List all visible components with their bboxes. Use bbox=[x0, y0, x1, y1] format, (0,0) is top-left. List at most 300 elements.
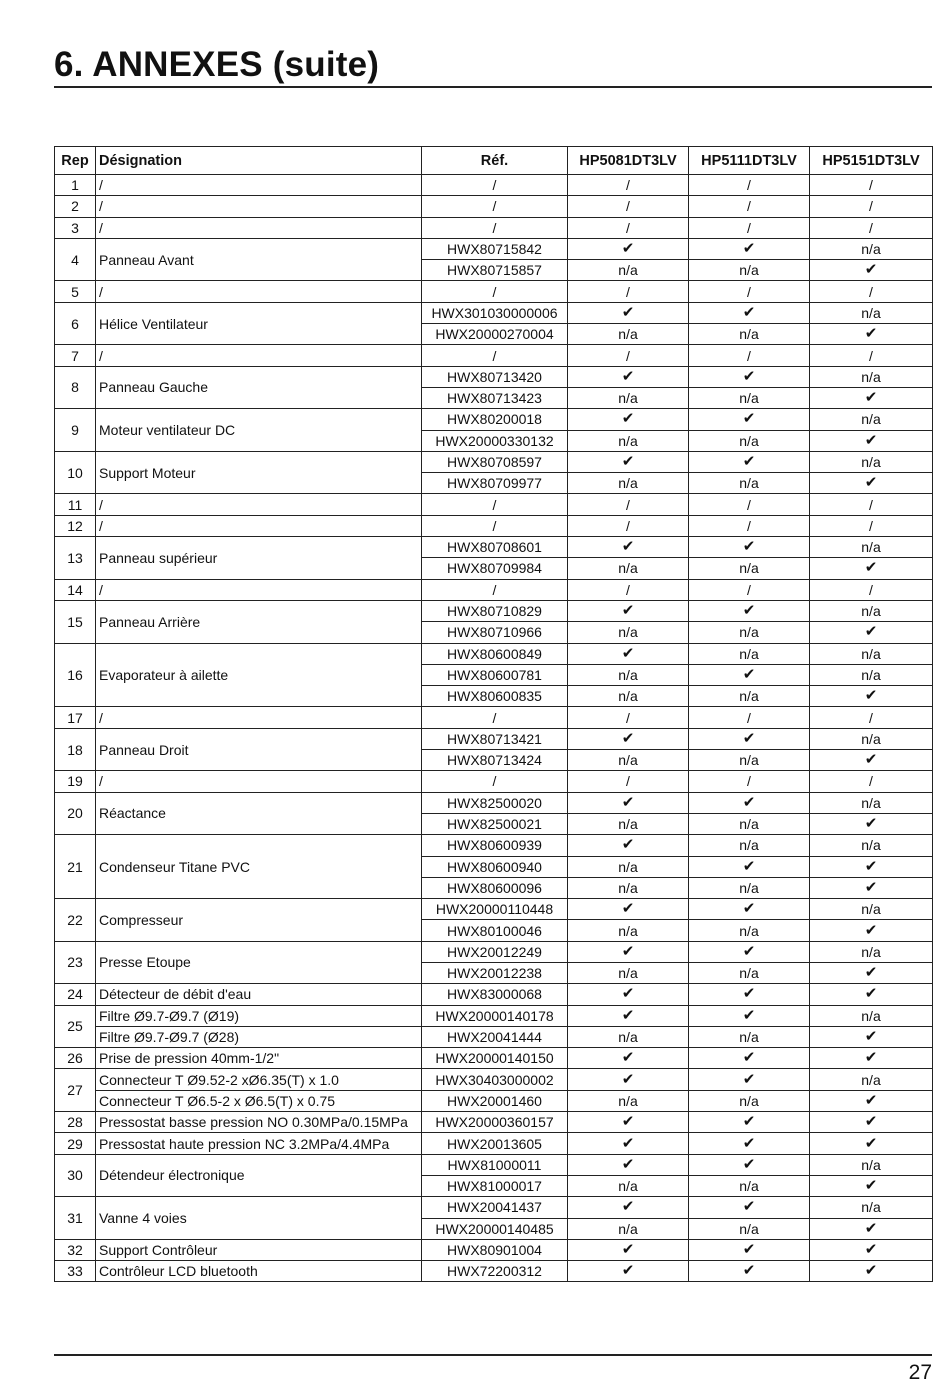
designation-cell: Moteur ventilateur DC bbox=[96, 409, 422, 452]
rep-cell: 18 bbox=[55, 728, 96, 771]
model-3-cell: ✔ bbox=[810, 813, 933, 834]
table-row bbox=[55, 1090, 933, 1111]
page-number: 27 bbox=[908, 1361, 932, 1384]
model-2-cell: ✔ bbox=[689, 600, 810, 621]
rep-cell: 8 bbox=[55, 366, 96, 409]
ref-cell: HWX80710966 bbox=[422, 622, 568, 643]
model-3-cell: / bbox=[810, 707, 933, 728]
model-2-cell: / bbox=[689, 281, 810, 302]
model-2-cell: n/a bbox=[689, 622, 810, 643]
designation-cell: / bbox=[96, 707, 422, 728]
ref-cell: / bbox=[422, 175, 568, 196]
model-1-cell: ✔ bbox=[568, 643, 689, 664]
model-3-cell: / bbox=[810, 345, 933, 366]
table-row bbox=[55, 1133, 933, 1154]
model-3-cell: / bbox=[810, 175, 933, 196]
model-2-cell: / bbox=[689, 579, 810, 600]
model-3-cell: ✔ bbox=[810, 962, 933, 983]
model-3-cell: ✔ bbox=[810, 1133, 933, 1154]
model-2-cell: ✔ bbox=[689, 238, 810, 259]
model-2-cell: n/a bbox=[689, 473, 810, 494]
table-row bbox=[55, 984, 933, 1005]
model-2-cell: ✔ bbox=[689, 728, 810, 749]
model-1-cell: ✔ bbox=[568, 1133, 689, 1154]
rep-cell: 3 bbox=[55, 217, 96, 238]
model-3-cell: n/a bbox=[810, 238, 933, 259]
model-1-cell: / bbox=[568, 217, 689, 238]
model-3-cell: ✔ bbox=[810, 686, 933, 707]
rep-cell: 6 bbox=[55, 302, 96, 345]
table-row bbox=[55, 175, 933, 196]
model-3-cell: n/a bbox=[810, 664, 933, 685]
model-3-cell: n/a bbox=[810, 941, 933, 962]
model-2-cell: ✔ bbox=[689, 941, 810, 962]
model-1-cell: ✔ bbox=[568, 1048, 689, 1069]
model-1-cell: ✔ bbox=[568, 1005, 689, 1026]
designation-cell: Panneau Avant bbox=[96, 238, 422, 281]
ref-cell: HWX80708597 bbox=[422, 451, 568, 472]
model-2-cell: n/a bbox=[689, 835, 810, 856]
model-1-cell: / bbox=[568, 175, 689, 196]
rep-cell: 5 bbox=[55, 281, 96, 302]
model-1-cell: / bbox=[568, 515, 689, 536]
model-3-cell: n/a bbox=[810, 366, 933, 387]
model-2-cell: ✔ bbox=[689, 537, 810, 558]
model-1-cell: ✔ bbox=[568, 984, 689, 1005]
model-2-cell: ✔ bbox=[689, 984, 810, 1005]
model-1-cell: / bbox=[568, 281, 689, 302]
designation-cell: Prise de pression 40mm-1/2" bbox=[96, 1048, 422, 1069]
designation-cell: Compresseur bbox=[96, 899, 422, 942]
designation-cell: / bbox=[96, 345, 422, 366]
ref-cell: HWX20000270004 bbox=[422, 324, 568, 345]
ref-cell: HWX82500021 bbox=[422, 813, 568, 834]
header-designation: Désignation bbox=[96, 147, 422, 175]
header-ref: Réf. bbox=[422, 147, 568, 175]
ref-cell: / bbox=[422, 515, 568, 536]
table-row bbox=[55, 643, 933, 664]
model-1-cell: n/a bbox=[568, 686, 689, 707]
ref-cell: HWX80600781 bbox=[422, 664, 568, 685]
model-2-cell: ✔ bbox=[689, 1048, 810, 1069]
designation-cell: Détendeur électronique bbox=[96, 1154, 422, 1197]
table-row bbox=[55, 1069, 933, 1090]
model-3-cell: n/a bbox=[810, 728, 933, 749]
model-2-cell: ✔ bbox=[689, 1261, 810, 1282]
model-1-cell: n/a bbox=[568, 622, 689, 643]
model-1-cell: n/a bbox=[568, 324, 689, 345]
model-2-cell: n/a bbox=[689, 1218, 810, 1239]
model-2-cell: n/a bbox=[689, 643, 810, 664]
rep-cell: 30 bbox=[55, 1154, 96, 1197]
ref-cell: HWX80709977 bbox=[422, 473, 568, 494]
ref-cell: HWX80600835 bbox=[422, 686, 568, 707]
table-row bbox=[55, 494, 933, 515]
table-row bbox=[55, 899, 933, 920]
model-1-cell: ✔ bbox=[568, 1112, 689, 1133]
model-3-cell: ✔ bbox=[810, 750, 933, 771]
rep-cell: 24 bbox=[55, 984, 96, 1005]
ref-cell: / bbox=[422, 196, 568, 217]
model-2-cell: / bbox=[689, 345, 810, 366]
designation-cell: / bbox=[96, 175, 422, 196]
ref-cell: HWX20041444 bbox=[422, 1026, 568, 1047]
header-model-3: HP5151DT3LV bbox=[810, 147, 933, 175]
model-3-cell: ✔ bbox=[810, 877, 933, 898]
ref-cell: HWX80713420 bbox=[422, 366, 568, 387]
designation-cell: Pressostat haute pression NC 3.2MPa/4.4MPa bbox=[96, 1133, 422, 1154]
ref-cell: HWX20012238 bbox=[422, 962, 568, 983]
model-1-cell: n/a bbox=[568, 1026, 689, 1047]
rep-cell: 22 bbox=[55, 899, 96, 942]
table-row bbox=[55, 771, 933, 792]
model-1-cell: n/a bbox=[568, 813, 689, 834]
parts-table bbox=[54, 146, 933, 1282]
designation-cell: Hélice Ventilateur bbox=[96, 302, 422, 345]
designation-cell: Filtre Ø9.7-Ø9.7 (Ø28) bbox=[96, 1026, 422, 1047]
ref-cell: HWX80100046 bbox=[422, 920, 568, 941]
model-1-cell: ✔ bbox=[568, 728, 689, 749]
table-row bbox=[55, 515, 933, 536]
model-3-cell: ✔ bbox=[810, 1048, 933, 1069]
designation-cell: / bbox=[96, 771, 422, 792]
model-2-cell: / bbox=[689, 175, 810, 196]
designation-cell: / bbox=[96, 281, 422, 302]
designation-cell: Contrôleur LCD bluetooth bbox=[96, 1261, 422, 1282]
model-3-cell: / bbox=[810, 196, 933, 217]
table-row bbox=[55, 196, 933, 217]
model-2-cell: ✔ bbox=[689, 1133, 810, 1154]
designation-cell: / bbox=[96, 196, 422, 217]
designation-cell: Presse Etoupe bbox=[96, 941, 422, 984]
model-2-cell: / bbox=[689, 494, 810, 515]
designation-cell: Vanne 4 voies bbox=[96, 1197, 422, 1240]
rep-cell: 17 bbox=[55, 707, 96, 728]
table-row bbox=[55, 1005, 933, 1026]
model-3-cell: ✔ bbox=[810, 430, 933, 451]
table-row bbox=[55, 217, 933, 238]
model-1-cell: ✔ bbox=[568, 1239, 689, 1260]
model-3-cell: ✔ bbox=[810, 920, 933, 941]
rep-cell: 11 bbox=[55, 494, 96, 515]
model-1-cell: / bbox=[568, 771, 689, 792]
model-3-cell: n/a bbox=[810, 899, 933, 920]
model-2-cell: n/a bbox=[689, 920, 810, 941]
rep-cell: 1 bbox=[55, 175, 96, 196]
ref-cell: HWX80600096 bbox=[422, 877, 568, 898]
ref-cell: HWX80600940 bbox=[422, 856, 568, 877]
designation-cell: Evaporateur à ailette bbox=[96, 643, 422, 707]
model-3-cell: ✔ bbox=[810, 1112, 933, 1133]
table-row bbox=[55, 345, 933, 366]
ref-cell: HWX80709984 bbox=[422, 558, 568, 579]
model-2-cell: n/a bbox=[689, 813, 810, 834]
rep-cell: 19 bbox=[55, 771, 96, 792]
model-3-cell: n/a bbox=[810, 835, 933, 856]
model-1-cell: n/a bbox=[568, 1090, 689, 1111]
table-row bbox=[55, 238, 933, 259]
model-3-cell: n/a bbox=[810, 1197, 933, 1218]
model-1-cell: n/a bbox=[568, 877, 689, 898]
designation-cell: Détecteur de débit d'eau bbox=[96, 984, 422, 1005]
ref-cell: HWX80715842 bbox=[422, 238, 568, 259]
model-2-cell: ✔ bbox=[689, 366, 810, 387]
model-3-cell: n/a bbox=[810, 451, 933, 472]
ref-cell: / bbox=[422, 579, 568, 600]
designation-cell: / bbox=[96, 579, 422, 600]
model-2-cell: n/a bbox=[689, 558, 810, 579]
model-1-cell: ✔ bbox=[568, 409, 689, 430]
table-row bbox=[55, 1048, 933, 1069]
rep-cell: 4 bbox=[55, 238, 96, 281]
designation-cell: Panneau Gauche bbox=[96, 366, 422, 409]
designation-cell: Panneau supérieur bbox=[96, 537, 422, 580]
rep-cell: 23 bbox=[55, 941, 96, 984]
model-2-cell: n/a bbox=[689, 260, 810, 281]
table-row bbox=[55, 1154, 933, 1175]
model-1-cell: / bbox=[568, 196, 689, 217]
model-2-cell: n/a bbox=[689, 430, 810, 451]
model-2-cell: / bbox=[689, 217, 810, 238]
model-1-cell: n/a bbox=[568, 387, 689, 408]
model-1-cell: ✔ bbox=[568, 366, 689, 387]
ref-cell: HWX20041437 bbox=[422, 1197, 568, 1218]
model-1-cell: ✔ bbox=[568, 1069, 689, 1090]
model-2-cell: / bbox=[689, 707, 810, 728]
rep-cell: 9 bbox=[55, 409, 96, 452]
model-3-cell: / bbox=[810, 281, 933, 302]
rep-cell: 7 bbox=[55, 345, 96, 366]
table-row bbox=[55, 728, 933, 749]
model-2-cell: ✔ bbox=[689, 1239, 810, 1260]
ref-cell: HWX301030000006 bbox=[422, 302, 568, 323]
rep-cell: 20 bbox=[55, 792, 96, 835]
designation-cell: Pressostat basse pression NO 0.30MPa/0.15MPa bbox=[96, 1112, 422, 1133]
table-row bbox=[55, 1112, 933, 1133]
model-1-cell: ✔ bbox=[568, 1154, 689, 1175]
rep-cell: 15 bbox=[55, 600, 96, 643]
model-3-cell: / bbox=[810, 494, 933, 515]
rep-cell: 14 bbox=[55, 579, 96, 600]
model-2-cell: n/a bbox=[689, 686, 810, 707]
model-3-cell: ✔ bbox=[810, 984, 933, 1005]
rep-cell: 26 bbox=[55, 1048, 96, 1069]
designation-cell: Filtre Ø9.7-Ø9.7 (Ø19) bbox=[96, 1005, 422, 1026]
table-row bbox=[55, 366, 933, 387]
model-2-cell: ✔ bbox=[689, 1197, 810, 1218]
ref-cell: / bbox=[422, 707, 568, 728]
ref-cell: HWX83000068 bbox=[422, 984, 568, 1005]
model-2-cell: ✔ bbox=[689, 1069, 810, 1090]
model-3-cell: ✔ bbox=[810, 558, 933, 579]
table-row bbox=[55, 1197, 933, 1218]
ref-cell: HWX72200312 bbox=[422, 1261, 568, 1282]
designation-cell: Réactance bbox=[96, 792, 422, 835]
model-1-cell: ✔ bbox=[568, 792, 689, 813]
model-2-cell: n/a bbox=[689, 877, 810, 898]
footer-divider bbox=[54, 1354, 932, 1356]
model-2-cell: ✔ bbox=[689, 1005, 810, 1026]
ref-cell: HWX20000330132 bbox=[422, 430, 568, 451]
rep-cell: 25 bbox=[55, 1005, 96, 1048]
table-row bbox=[55, 835, 933, 856]
ref-cell: HWX20000140485 bbox=[422, 1218, 568, 1239]
table-row bbox=[55, 409, 933, 430]
model-1-cell: n/a bbox=[568, 260, 689, 281]
ref-cell: HWX20000140150 bbox=[422, 1048, 568, 1069]
model-1-cell: n/a bbox=[568, 430, 689, 451]
model-1-cell: / bbox=[568, 707, 689, 728]
model-1-cell: ✔ bbox=[568, 835, 689, 856]
model-3-cell: / bbox=[810, 515, 933, 536]
header-rep: Rep bbox=[55, 147, 96, 175]
model-1-cell: n/a bbox=[568, 962, 689, 983]
model-2-cell: ✔ bbox=[689, 1112, 810, 1133]
model-1-cell: n/a bbox=[568, 558, 689, 579]
model-2-cell: ✔ bbox=[689, 302, 810, 323]
header-model-2: HP5111DT3LV bbox=[689, 147, 810, 175]
model-3-cell: ✔ bbox=[810, 1175, 933, 1196]
designation-cell: Support Contrôleur bbox=[96, 1239, 422, 1260]
designation-cell: / bbox=[96, 494, 422, 515]
model-3-cell: n/a bbox=[810, 409, 933, 430]
model-1-cell: ✔ bbox=[568, 941, 689, 962]
model-3-cell: n/a bbox=[810, 537, 933, 558]
designation-cell: Support Moteur bbox=[96, 451, 422, 494]
table-row bbox=[55, 1026, 933, 1047]
rep-cell: 21 bbox=[55, 835, 96, 899]
ref-cell: HWX80715857 bbox=[422, 260, 568, 281]
model-3-cell: ✔ bbox=[810, 473, 933, 494]
title-divider bbox=[54, 86, 932, 88]
model-3-cell: / bbox=[810, 771, 933, 792]
model-1-cell: ✔ bbox=[568, 537, 689, 558]
ref-cell: HWX80713421 bbox=[422, 728, 568, 749]
table-row bbox=[55, 941, 933, 962]
table-row bbox=[55, 451, 933, 472]
ref-cell: HWX30403000002 bbox=[422, 1069, 568, 1090]
table-row bbox=[55, 579, 933, 600]
rep-cell: 32 bbox=[55, 1239, 96, 1260]
table-row bbox=[55, 281, 933, 302]
model-2-cell: n/a bbox=[689, 387, 810, 408]
rep-cell: 27 bbox=[55, 1069, 96, 1112]
designation-cell: Panneau Arrière bbox=[96, 600, 422, 643]
ref-cell: HWX80200018 bbox=[422, 409, 568, 430]
model-3-cell: n/a bbox=[810, 1154, 933, 1175]
rep-cell: 28 bbox=[55, 1112, 96, 1133]
designation-cell: Panneau Droit bbox=[96, 728, 422, 771]
model-1-cell: n/a bbox=[568, 856, 689, 877]
model-2-cell: n/a bbox=[689, 1026, 810, 1047]
model-2-cell: ✔ bbox=[689, 1154, 810, 1175]
designation-cell: / bbox=[96, 217, 422, 238]
ref-cell: HWX20000360157 bbox=[422, 1112, 568, 1133]
model-1-cell: n/a bbox=[568, 664, 689, 685]
table-row bbox=[55, 302, 933, 323]
model-3-cell: ✔ bbox=[810, 260, 933, 281]
rep-cell: 10 bbox=[55, 451, 96, 494]
ref-cell: HWX80600849 bbox=[422, 643, 568, 664]
model-2-cell: ✔ bbox=[689, 792, 810, 813]
model-3-cell: n/a bbox=[810, 302, 933, 323]
model-2-cell: / bbox=[689, 515, 810, 536]
ref-cell: HWX20001460 bbox=[422, 1090, 568, 1111]
model-3-cell: ✔ bbox=[810, 1239, 933, 1260]
model-3-cell: n/a bbox=[810, 600, 933, 621]
model-1-cell: n/a bbox=[568, 920, 689, 941]
model-3-cell: ✔ bbox=[810, 1090, 933, 1111]
designation-cell: Connecteur T Ø6.5-2 x Ø6.5(T) x 0.75 bbox=[96, 1090, 422, 1111]
model-2-cell: n/a bbox=[689, 1090, 810, 1111]
ref-cell: HWX20000110448 bbox=[422, 899, 568, 920]
table-row bbox=[55, 792, 933, 813]
model-3-cell: ✔ bbox=[810, 856, 933, 877]
ref-cell: / bbox=[422, 345, 568, 366]
designation-cell: / bbox=[96, 515, 422, 536]
ref-cell: HWX20000140178 bbox=[422, 1005, 568, 1026]
ref-cell: HWX20012249 bbox=[422, 941, 568, 962]
rep-cell: 31 bbox=[55, 1197, 96, 1240]
model-2-cell: ✔ bbox=[689, 451, 810, 472]
ref-cell: HWX82500020 bbox=[422, 792, 568, 813]
rep-cell: 2 bbox=[55, 196, 96, 217]
model-3-cell: ✔ bbox=[810, 1218, 933, 1239]
model-3-cell: n/a bbox=[810, 1005, 933, 1026]
model-3-cell: / bbox=[810, 217, 933, 238]
designation-cell: Connecteur T Ø9.52-2 xØ6.35(T) x 1.0 bbox=[96, 1069, 422, 1090]
model-1-cell: ✔ bbox=[568, 899, 689, 920]
model-1-cell: n/a bbox=[568, 750, 689, 771]
model-3-cell: ✔ bbox=[810, 1261, 933, 1282]
model-1-cell: ✔ bbox=[568, 1261, 689, 1282]
model-3-cell: ✔ bbox=[810, 622, 933, 643]
table-row bbox=[55, 707, 933, 728]
model-3-cell: n/a bbox=[810, 1069, 933, 1090]
model-3-cell: n/a bbox=[810, 792, 933, 813]
ref-cell: HWX80713423 bbox=[422, 387, 568, 408]
model-1-cell: ✔ bbox=[568, 451, 689, 472]
ref-cell: HWX20013605 bbox=[422, 1133, 568, 1154]
model-2-cell: n/a bbox=[689, 1175, 810, 1196]
ref-cell: HWX80901004 bbox=[422, 1239, 568, 1260]
model-2-cell: ✔ bbox=[689, 856, 810, 877]
ref-cell: / bbox=[422, 494, 568, 515]
ref-cell: / bbox=[422, 771, 568, 792]
model-2-cell: n/a bbox=[689, 324, 810, 345]
table-row bbox=[55, 1239, 933, 1260]
designation-cell: Condenseur Titane PVC bbox=[96, 835, 422, 899]
model-1-cell: / bbox=[568, 494, 689, 515]
model-2-cell: / bbox=[689, 196, 810, 217]
header-model-1: HP5081DT3LV bbox=[568, 147, 689, 175]
table-row bbox=[55, 1261, 933, 1282]
ref-cell: HWX80708601 bbox=[422, 537, 568, 558]
model-3-cell: ✔ bbox=[810, 1026, 933, 1047]
rep-cell: 12 bbox=[55, 515, 96, 536]
ref-cell: HWX80600939 bbox=[422, 835, 568, 856]
model-1-cell: ✔ bbox=[568, 302, 689, 323]
model-1-cell: ✔ bbox=[568, 1197, 689, 1218]
parts-table-body bbox=[55, 175, 933, 1282]
model-1-cell: n/a bbox=[568, 1175, 689, 1196]
model-3-cell: ✔ bbox=[810, 324, 933, 345]
rep-cell: 13 bbox=[55, 537, 96, 580]
model-1-cell: n/a bbox=[568, 1218, 689, 1239]
ref-cell: / bbox=[422, 217, 568, 238]
model-1-cell: n/a bbox=[568, 473, 689, 494]
rep-cell: 33 bbox=[55, 1261, 96, 1282]
